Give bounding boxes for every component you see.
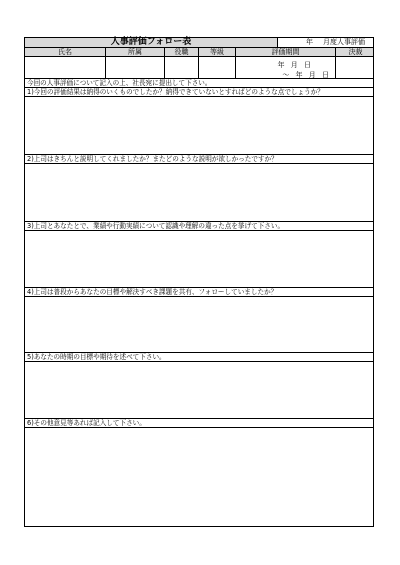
question-1: 1)今回の評価結果は納得のいくものでしたか？納得できていないとすればどのような点でしょうか？ [25,88,373,97]
question-6: 6)その他意見等あれば記入して下さい。 [25,418,373,428]
col-name: 氏名 [58,47,72,56]
evaluation-form [24,37,374,527]
period-to: 〜 年 月 日 [282,71,331,79]
position-field[interactable] [164,57,198,78]
col-department: 所属 [105,48,164,56]
col-approval: 決裁 [335,48,375,56]
answer-4-area[interactable] [25,297,373,352]
answer-5-area[interactable] [25,362,373,418]
col-grade: 等級 [198,48,235,56]
period-field[interactable] [235,57,335,78]
answer-2-area[interactable] [25,164,373,221]
entry-row [25,57,373,79]
question-2: 2)上司はきちんと説明してくれましたか？またどのような説明が欲しかったですか？ [25,154,373,164]
instruction-text: 今回の人事評価について記入の上、社長宛に提出して下さい。 [25,79,373,88]
name-field[interactable] [25,57,105,78]
answer-3-area[interactable] [25,231,373,287]
question-4: 4)上司は普段からあなたの目標や解決すべき課題を共有、フォローしていましたか？ [25,287,373,297]
form-title: 人事評価フォロー表 [25,38,277,47]
col-position: 役職 [164,48,198,56]
year-label: 年 [277,38,323,47]
eval-month-label: 月度人事評価 [323,38,365,46]
grade-field[interactable] [198,57,235,78]
approval-field[interactable] [335,57,375,78]
answer-6-area[interactable] [25,428,373,526]
question-5: 5)あなたの時期の目標や期待を述べて下さい。 [25,352,373,362]
question-3: 3)上司とあなたとで、業績や行動実績について認識や理解の違った点を挙げて下さい。 [25,221,373,231]
answer-1-area[interactable] [25,97,373,154]
period-from: 年 月 日 [277,61,313,69]
title-row [25,38,373,48]
col-period: 評価期間 [235,48,335,56]
column-header-row [25,48,373,57]
department-field[interactable] [105,57,164,78]
